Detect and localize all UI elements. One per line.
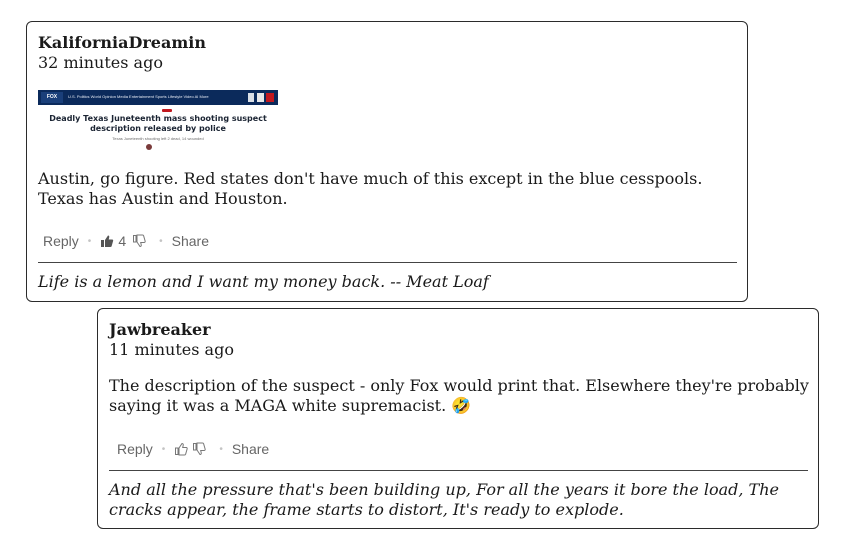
separator-dot: • — [159, 235, 163, 247]
thumbnail-headline: Deadly Texas Juneteenth mass shooting suspect description released by police — [49, 114, 267, 133]
separator-dot: • — [87, 235, 92, 247]
comment-text: The description of the suspect - only Fox would print that. Elsewhere they're probably saying it was a MAGA white supremacist. 🤣 — [109, 376, 809, 415]
thumbs-down-icon[interactable] — [192, 442, 206, 456]
comment-text: Austin, go figure. Red states don't have much of this except in the blue cesspools. Texas has Austin and Houston. — [38, 169, 703, 208]
comment-actions — [117, 439, 269, 459]
separator-dot: • — [161, 443, 166, 455]
separator-dot: • — [219, 443, 223, 455]
author-avatar — [146, 144, 152, 150]
thumbs-down-icon[interactable] — [132, 234, 146, 248]
comment-timestamp: 32 minutes ago — [38, 53, 163, 72]
share-button[interactable]: Share — [231, 441, 270, 457]
reply-button[interactable]: Reply — [117, 441, 153, 457]
comment-signature: And all the pressure that's been building up, For all the years it bore the load, The cracks appear, the frame starts to distort, It's ready to explode. — [109, 480, 779, 519]
share-button[interactable]: Share — [171, 233, 209, 249]
comment-timestamp: 11 minutes ago — [109, 340, 234, 359]
thumbs-up-icon[interactable] — [174, 442, 188, 456]
comment-card — [26, 21, 748, 302]
breaking-tag — [162, 109, 172, 112]
thumbs-up-icon[interactable] — [100, 234, 114, 248]
like-count: 4 — [118, 233, 127, 249]
comment-signature: Life is a lemon and I want my money back. -- Meat Loaf — [38, 272, 489, 291]
signature-divider — [38, 262, 737, 263]
reply-button[interactable]: Reply — [43, 233, 79, 249]
comment-actions — [43, 231, 209, 251]
thumbnail-nav-items: U.S. Politics World Opinion Media Entertainment Sports Lifestyle Video AI More — [68, 94, 209, 99]
article-thumbnail[interactable] — [38, 90, 278, 156]
comment-card — [97, 308, 819, 529]
comment-author[interactable]: Jawbreaker — [109, 320, 211, 339]
thumbnail-subline: Texas Juneteenth shooting left 2 dead, 14 wounded — [112, 136, 204, 141]
fox-news-logo: FOX — [41, 92, 63, 103]
thumbnail-nav-controls — [248, 93, 274, 102]
comment-author[interactable]: KaliforniaDreamin — [38, 33, 206, 52]
signature-divider — [109, 470, 808, 471]
